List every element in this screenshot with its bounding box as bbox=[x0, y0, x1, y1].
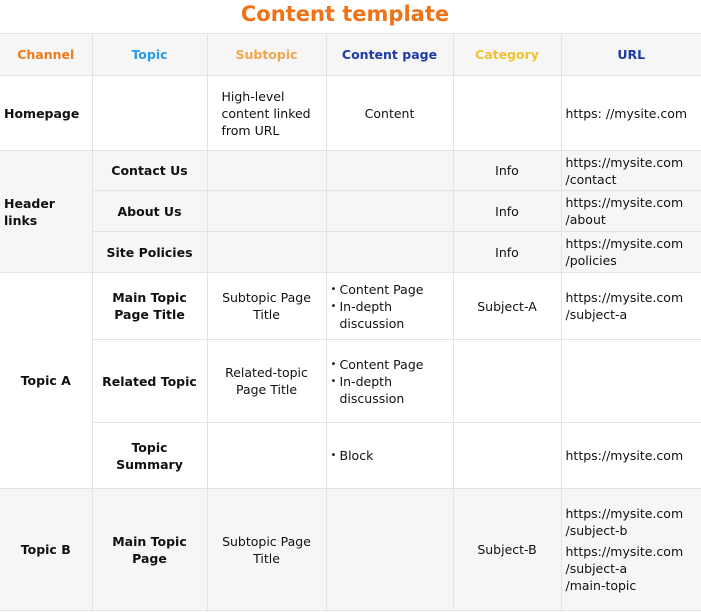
url-line: /about bbox=[565, 212, 606, 227]
subtopic-cell: Subtopic Page Title bbox=[207, 273, 326, 340]
url-group bbox=[566, 505, 698, 539]
category-cell: Info bbox=[453, 191, 561, 232]
table-row-topic-summary bbox=[0, 423, 701, 489]
subtopic-cell bbox=[207, 232, 326, 273]
table-row-site-policies bbox=[0, 232, 701, 273]
url-line: /contact bbox=[565, 171, 617, 187]
content-bullet: • Block bbox=[331, 447, 449, 464]
url-cell bbox=[561, 151, 701, 191]
category-cell: Info bbox=[453, 232, 561, 273]
subtopic-cell bbox=[207, 151, 326, 191]
header-row bbox=[0, 34, 701, 76]
url-cell: https: //mysite.com bbox=[561, 76, 701, 151]
channel-cell: Topic B bbox=[0, 489, 92, 611]
table-row-contact-us bbox=[0, 151, 701, 191]
content-page-cell bbox=[326, 273, 453, 340]
subtopic-cell: High-level content linked from URL bbox=[207, 76, 326, 151]
content-page-cell bbox=[326, 151, 453, 191]
channel-cell: Topic A bbox=[0, 273, 92, 489]
content-page-cell bbox=[326, 232, 453, 273]
url-group bbox=[566, 543, 698, 594]
category-cell bbox=[453, 76, 561, 151]
content-bullet-list bbox=[331, 447, 449, 464]
content-bullet: • Content Page bbox=[331, 356, 449, 373]
content-bullet-list bbox=[331, 281, 449, 332]
table-row-about-us bbox=[0, 191, 701, 232]
header-url: URL bbox=[561, 34, 701, 76]
topic-cell bbox=[92, 76, 207, 151]
url-line: https://mysite.com bbox=[565, 290, 684, 305]
topic-cell: Topic Summary bbox=[92, 423, 207, 489]
header-category: Category bbox=[453, 34, 561, 76]
topic-cell: Related Topic bbox=[92, 340, 207, 423]
url-cell: https://mysite.com bbox=[561, 423, 701, 489]
header-subtopic: Subtopic bbox=[207, 34, 326, 76]
topic-cell: Main Topic Page bbox=[92, 489, 207, 611]
category-cell bbox=[453, 340, 561, 423]
category-cell: Subject-B bbox=[453, 489, 561, 611]
category-cell bbox=[453, 423, 561, 489]
content-page-cell bbox=[326, 340, 453, 423]
category-cell: Info bbox=[453, 151, 561, 191]
category-cell: Subject-A bbox=[453, 273, 561, 340]
topic-cell: Site Policies bbox=[92, 232, 207, 273]
topic-cell: About Us bbox=[92, 191, 207, 232]
subtopic-cell: Related-topic Page Title bbox=[207, 340, 326, 423]
header-topic: Topic bbox=[92, 34, 207, 76]
url-cell bbox=[561, 273, 701, 340]
url-cell bbox=[561, 232, 701, 273]
header-channel: Channel bbox=[0, 34, 92, 76]
content-template-table bbox=[0, 33, 701, 611]
url-line: https://mysite.com bbox=[565, 506, 684, 521]
table-row-related-topic bbox=[0, 340, 701, 423]
url-line: https://mysite.com bbox=[565, 544, 684, 559]
channel-cell: Homepage bbox=[0, 76, 92, 151]
url-line: https://mysite.com bbox=[565, 154, 684, 170]
subtopic-cell bbox=[207, 191, 326, 232]
url-line: https://mysite.com bbox=[565, 195, 684, 210]
content-page-cell bbox=[326, 423, 453, 489]
content-bullet: • In-depth discussion bbox=[331, 373, 449, 407]
content-page-cell bbox=[326, 191, 453, 232]
content-page-cell bbox=[326, 489, 453, 611]
content-bullet: • Content Page bbox=[331, 281, 449, 298]
url-line: /subject-a bbox=[565, 561, 628, 576]
subtopic-cell bbox=[207, 423, 326, 489]
url-line: https://mysite.com bbox=[565, 236, 684, 251]
topic-cell: Contact Us bbox=[92, 151, 207, 191]
topic-cell: Main Topic Page Title bbox=[92, 273, 207, 340]
url-cell bbox=[561, 340, 701, 423]
header-content-page: Content page bbox=[326, 34, 453, 76]
subtopic-cell: Subtopic Page Title bbox=[207, 489, 326, 611]
url-cell bbox=[561, 489, 701, 611]
page-title: Content template bbox=[240, 2, 450, 26]
channel-cell: Header links bbox=[0, 151, 92, 273]
url-line: /main-topic bbox=[565, 578, 637, 593]
table-row-homepage bbox=[0, 76, 701, 151]
url-line: /subject-a bbox=[565, 307, 628, 322]
url-line: /subject-b bbox=[565, 523, 628, 538]
url-cell bbox=[561, 191, 701, 232]
content-page-cell: Content bbox=[326, 76, 453, 151]
content-bullet-list bbox=[331, 356, 449, 407]
table-row-topic-b bbox=[0, 489, 701, 611]
table-row-main-topic bbox=[0, 273, 701, 340]
content-bullet: • In-depth discussion bbox=[331, 298, 449, 332]
url-line: /policies bbox=[565, 253, 617, 268]
